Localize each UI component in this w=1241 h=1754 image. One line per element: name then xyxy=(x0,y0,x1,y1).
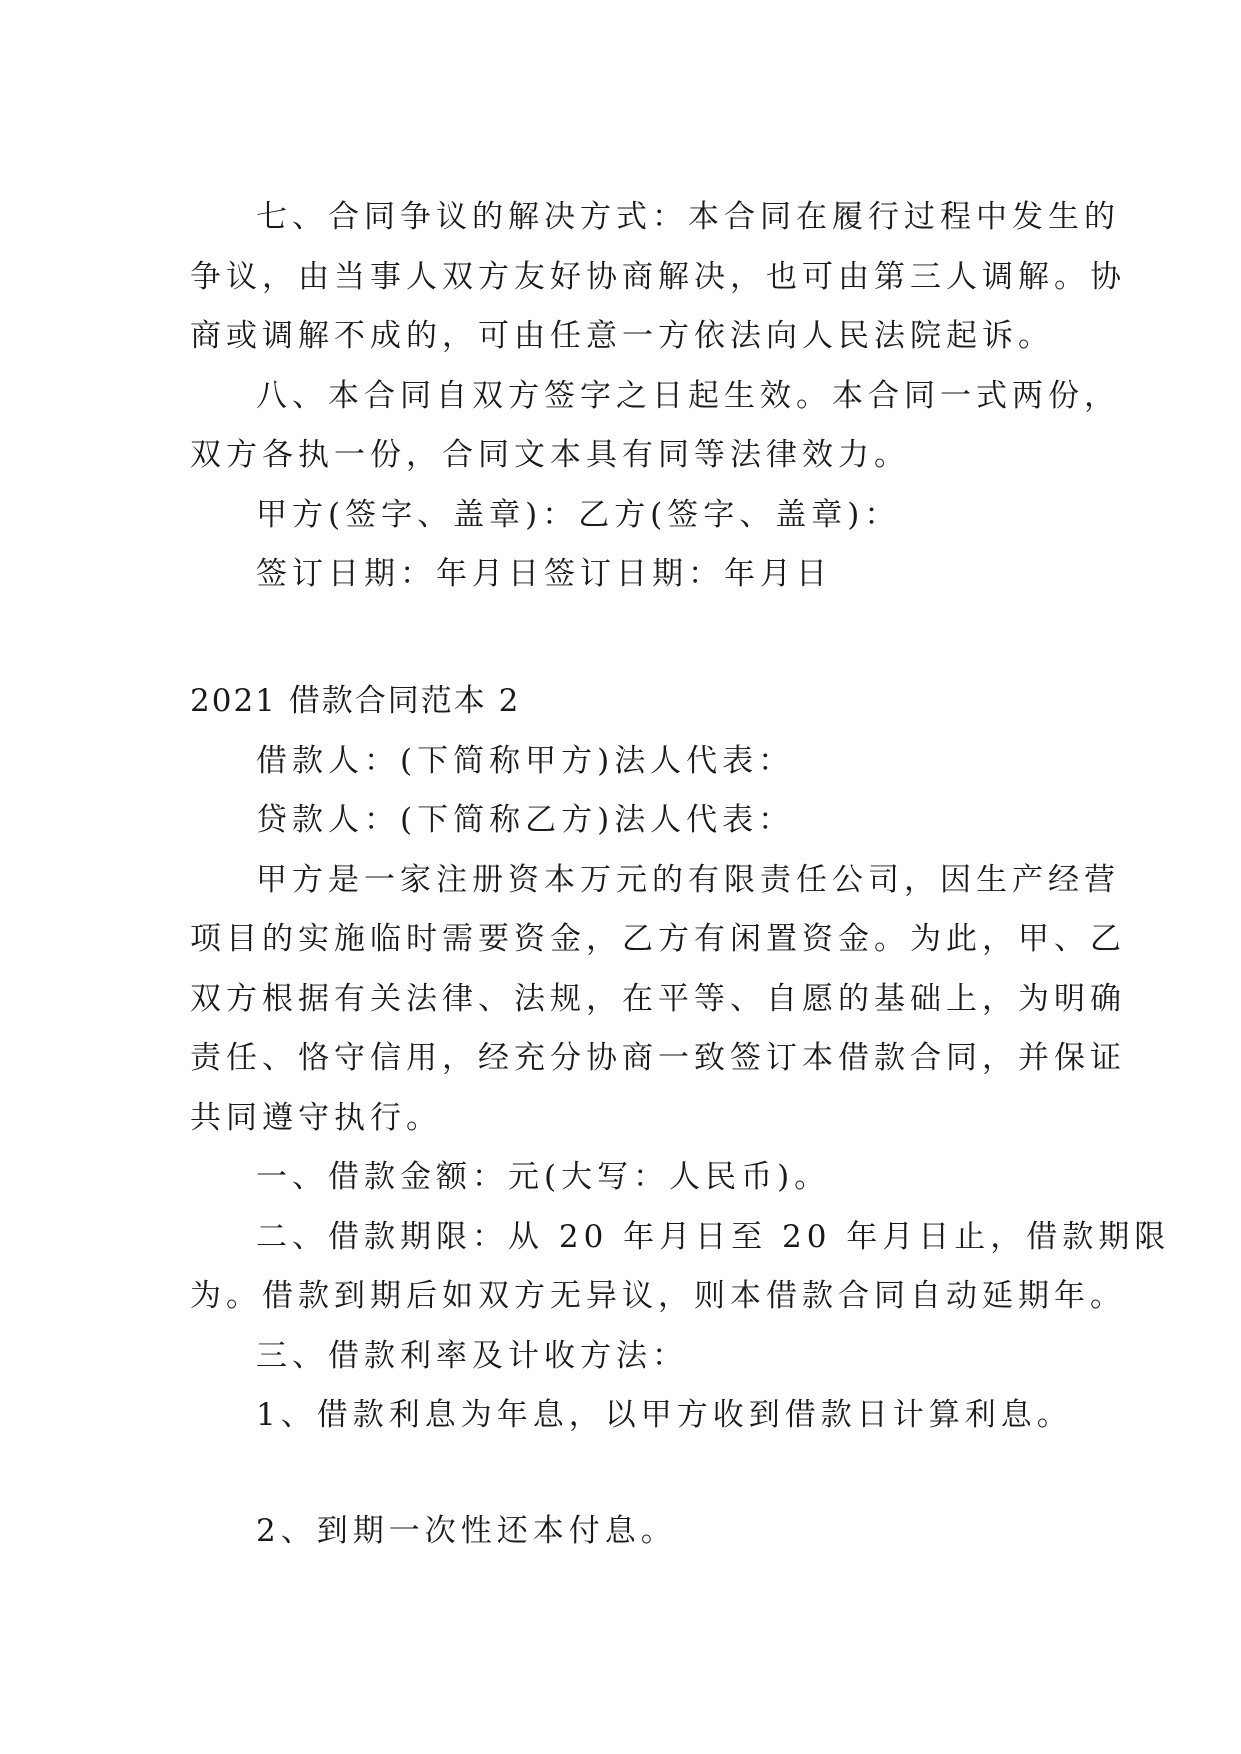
contract-sample-2 xyxy=(190,672,1171,1446)
clause-2-line-2: 为。借款到期后如双方无异议，则本借款合同自动延期年。 xyxy=(190,1278,1126,1314)
clause-3-item-1: 1、借款利息为年息，以甲方收到借款日计算利息。 xyxy=(256,1397,1073,1433)
document-heading: 2021 借款合同范本 2 xyxy=(190,683,521,719)
clause-2-line-1: 二、借款期限：从 20 年月日至 20 年月日止，借款期限 xyxy=(256,1218,1171,1255)
clause-3-item-2: 2、到期一次性还本付息。 xyxy=(256,1513,677,1549)
clause-7-line-2: 争议，由当事人双方友好协商解决，也可由第三人调解。协 xyxy=(190,258,1126,295)
clause-8-line-2: 双方各执一份，合同文本具有同等法律效力。 xyxy=(190,437,910,473)
preamble-line-4: 责任、恪守信用，经充分协商一致签订本借款合同，并保证 xyxy=(190,1040,1126,1076)
preamble-line-2: 项目的实施临时需要资金，乙方有闲置资金。为此，甲、乙 xyxy=(190,921,1126,957)
borrower-line: 借款人：(下简称甲方)法人代表： xyxy=(256,742,795,779)
signing-date-line: 签订日期：年月日签订日期：年月日 xyxy=(256,556,832,592)
clause-7-line-3: 商或调解不成的，可由任意一方依法向人民法院起诉。 xyxy=(190,318,1054,354)
clause-8-line-1: 八、本合同自双方签字之日起生效。本合同一式两份， xyxy=(256,377,1120,414)
preamble-line-1: 甲方是一家注册资本万元的有限责任公司，因生产经营 xyxy=(256,861,1120,898)
lender-line: 贷款人：(下简称乙方)法人代表： xyxy=(256,802,795,838)
clause-1-amount: 一、借款金额：元(大写：人民币)。 xyxy=(256,1159,831,1195)
clause-7-line-1: 七、合同争议的解决方式：本合同在履行过程中发生的 xyxy=(256,199,1120,235)
contract-section-repayment xyxy=(190,1502,1070,1562)
contract-section-terms xyxy=(190,188,1126,605)
clause-3-heading: 三、借款利率及计收方法： xyxy=(256,1337,688,1374)
preamble-line-3: 双方根据有关法律、法规，在平等、自愿的基础上，为明确 xyxy=(190,980,1126,1017)
signature-line: 甲方(签字、盖章)：乙方(签字、盖章)： xyxy=(256,496,901,533)
preamble-line-5: 共同遵守执行。 xyxy=(190,1099,442,1136)
